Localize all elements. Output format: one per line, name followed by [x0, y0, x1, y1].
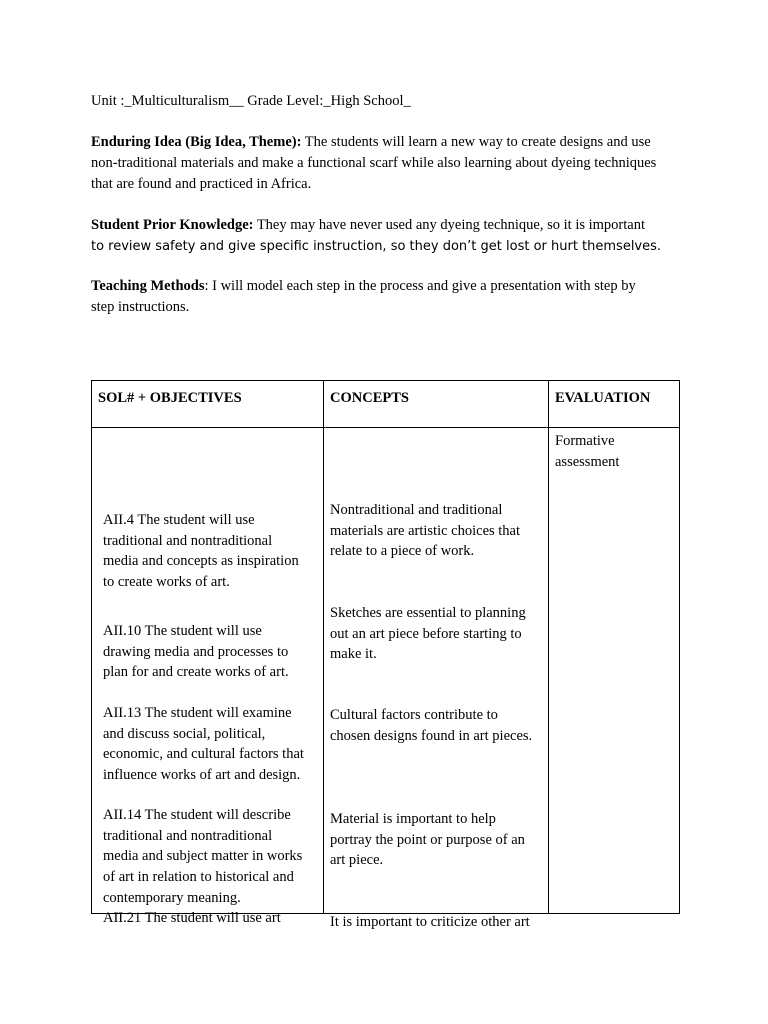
- concept-line: relate to a piece of work.: [330, 543, 475, 560]
- objective-line: of art in relation to historical and: [103, 869, 294, 886]
- concept-line: Nontraditional and traditional: [330, 502, 503, 518]
- objective-line: plan for and create works of art.: [103, 664, 289, 681]
- evaluation-line: assessment: [555, 453, 620, 470]
- objective-aii-13: [103, 703, 318, 786]
- header-cell-objectives: [92, 381, 324, 428]
- concept-line: Cultural factors contribute to: [330, 707, 498, 723]
- header-evaluation: EVALUATION: [555, 390, 651, 406]
- objective-line: traditional and nontraditional: [103, 532, 273, 549]
- concept-line: It is important to criticize other art: [330, 914, 530, 930]
- header-objectives: SOL# + OBJECTIVES: [98, 390, 242, 406]
- concepts-cell: [324, 428, 549, 930]
- prior-knowledge-line-1: [91, 215, 691, 236]
- unit-grade-text: Unit :_Multiculturalism__ Grade Level:_High School_: [91, 93, 411, 109]
- concept-line: Material is important to help: [330, 811, 496, 827]
- enduring-idea-text: The students will learn a new way to create designs and use: [301, 134, 651, 150]
- table-header-row: [92, 381, 680, 428]
- objective-line: media and subject matter in works: [103, 848, 303, 865]
- objective-line: contemporary meaning.: [103, 889, 241, 906]
- enduring-idea-line-2: non-traditional materials and make a functional scarf while also learning about dyeing techniques: [91, 155, 657, 171]
- concept-block-4: [330, 809, 545, 871]
- objective-line: AII.13 The student will examine: [103, 705, 292, 721]
- header-concepts: CONCEPTS: [330, 390, 409, 406]
- concept-line: materials are artistic choices that: [330, 522, 521, 539]
- enduring-idea-line-3: that are found and practiced in Africa.: [91, 176, 312, 192]
- teaching-methods-line-2: step instructions.: [91, 299, 190, 315]
- objectives-cell: [92, 428, 324, 926]
- concept-line: Sketches are essential to planning: [330, 605, 526, 621]
- objective-line: AII.14 The student will describe: [103, 807, 291, 823]
- evaluation-line: Formative: [555, 433, 615, 449]
- enduring-idea-label: Enduring Idea (Big Idea, Theme):: [91, 134, 302, 150]
- objective-line: AII.21 The student will use art: [103, 910, 281, 926]
- concept-block-3: [330, 705, 545, 746]
- concept-block-2: [330, 603, 545, 665]
- teaching-methods-label: Teaching Methods: [91, 278, 205, 294]
- header-cell-evaluation: [549, 381, 680, 428]
- concept-block-1: [330, 500, 545, 562]
- objective-aii-21: [103, 908, 318, 929]
- teaching-methods-line-1: [91, 276, 691, 297]
- teaching-methods-paragraph: [91, 276, 691, 318]
- prior-knowledge-label: Student Prior Knowledge:: [91, 217, 254, 233]
- objective-line: to create works of art.: [103, 574, 230, 591]
- concept-line: make it.: [330, 646, 377, 663]
- prior-knowledge-text: They may have never used any dyeing technique, so it is important: [253, 217, 645, 233]
- objective-line: AII.4 The student will use: [103, 512, 255, 528]
- teaching-methods-text: : I will model each step in the process and give a presentation with step by: [204, 278, 636, 294]
- evaluation-cell: [549, 428, 680, 914]
- objective-line: drawing media and processes to: [103, 643, 289, 660]
- enduring-idea-paragraph: [91, 132, 691, 195]
- evaluation-block: [555, 431, 675, 472]
- objective-line: influence works of art and design.: [103, 767, 301, 784]
- concept-line: art piece.: [330, 852, 384, 869]
- objective-line: AII.10 The student will use: [103, 623, 262, 639]
- objective-line: economic, and cultural factors that: [103, 746, 304, 763]
- objective-line: traditional and nontraditional: [103, 827, 273, 844]
- unit-grade-line: [91, 91, 691, 112]
- objective-aii-14: [103, 805, 318, 909]
- concept-line: chosen designs found in art pieces.: [330, 727, 533, 744]
- enduring-idea-line-1: [91, 132, 691, 153]
- table-row: [92, 428, 680, 914]
- objectives-table: [91, 380, 680, 930]
- concept-line: out an art piece before starting to: [330, 625, 522, 642]
- prior-knowledge-line-2: to review safety and give specific instruction, so they don’t get lost or hurt themselves.: [91, 239, 662, 254]
- objective-aii-4: [103, 510, 318, 593]
- header-cell-concepts: [324, 381, 549, 428]
- objective-line: and discuss social, political,: [103, 725, 266, 742]
- concept-line: portray the point or purpose of an: [330, 831, 525, 848]
- prior-knowledge-paragraph: [91, 215, 691, 257]
- concept-block-5: [330, 912, 545, 933]
- objective-line: media and concepts as inspiration: [103, 553, 299, 570]
- objective-aii-10: [103, 621, 318, 683]
